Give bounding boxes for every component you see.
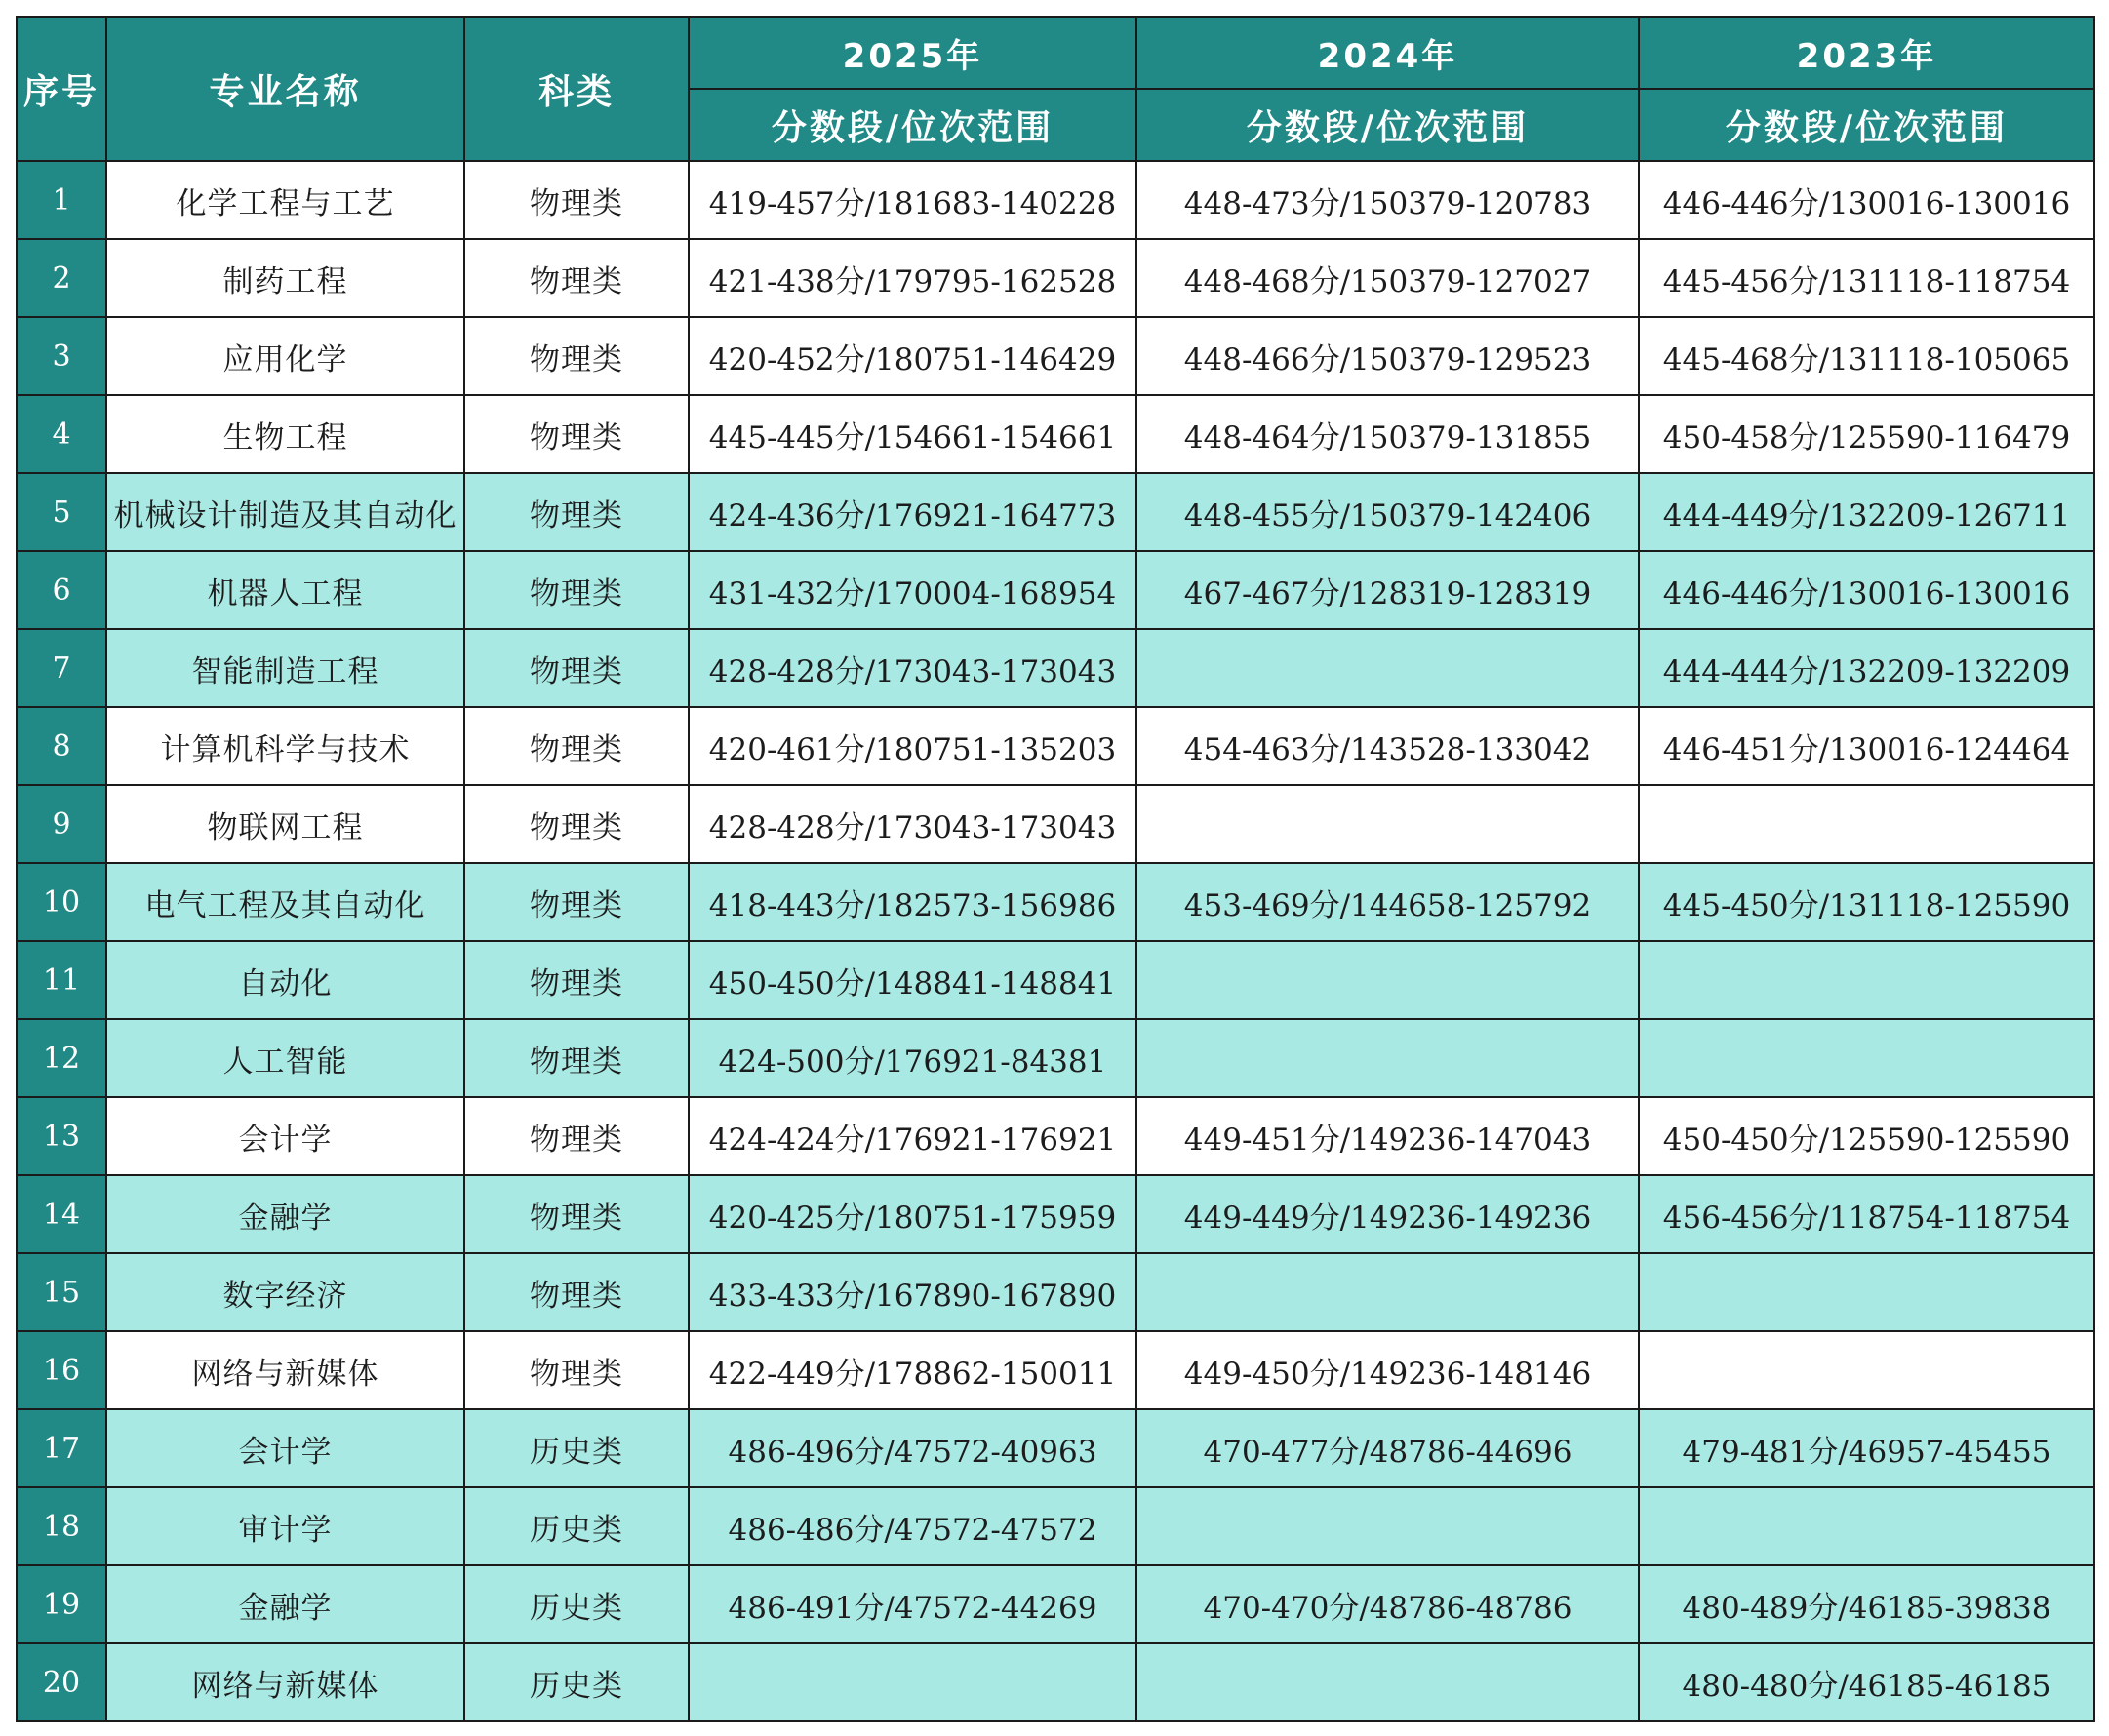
category-cell: 物理类 [464, 1175, 689, 1253]
row-index: 14 [17, 1175, 106, 1253]
row-index: 11 [17, 941, 106, 1019]
category-cell: 历史类 [464, 1565, 689, 1643]
major-name-cell: 自动化 [106, 941, 464, 1019]
range-2025-cell: 486-491分/47572-44269 [689, 1565, 1136, 1643]
row-index: 19 [17, 1565, 106, 1643]
range-2025-cell: 450-450分/148841-148841 [689, 941, 1136, 1019]
category-cell: 物理类 [464, 1019, 689, 1097]
major-name-cell: 数字经济 [106, 1253, 464, 1331]
category-cell: 物理类 [464, 1331, 689, 1409]
range-2025-cell: 424-436分/176921-164773 [689, 473, 1136, 551]
table-row [17, 785, 2094, 863]
major-name-cell: 化学工程与工艺 [106, 161, 464, 239]
major-name-cell: 金融学 [106, 1565, 464, 1643]
major-name-cell: 金融学 [106, 1175, 464, 1253]
range-2023-cell: 479-481分/46957-45455 [1639, 1409, 2094, 1487]
category-cell: 物理类 [464, 629, 689, 707]
range-2023-cell [1639, 1487, 2094, 1565]
major-name-cell: 会计学 [106, 1409, 464, 1487]
major-name-cell: 人工智能 [106, 1019, 464, 1097]
range-2023-cell: 445-450分/131118-125590 [1639, 863, 2094, 941]
range-2025-cell: 433-433分/167890-167890 [689, 1253, 1136, 1331]
range-2023-cell: 480-489分/46185-39838 [1639, 1565, 2094, 1643]
table-row [17, 629, 2094, 707]
major-name-cell: 计算机科学与技术 [106, 707, 464, 785]
table-row [17, 239, 2094, 317]
table-row [17, 1253, 2094, 1331]
major-name-cell: 机械设计制造及其自动化 [106, 473, 464, 551]
range-2025-cell: 424-424分/176921-176921 [689, 1097, 1136, 1175]
range-2024-cell [1136, 1487, 1639, 1565]
table-header [17, 17, 2094, 161]
range-2025-cell: 420-425分/180751-175959 [689, 1175, 1136, 1253]
major-name-cell: 智能制造工程 [106, 629, 464, 707]
range-2023-cell: 444-449分/132209-126711 [1639, 473, 2094, 551]
header-year-2024: 2024年 [1136, 17, 1639, 89]
major-name-cell: 会计学 [106, 1097, 464, 1175]
major-name-cell: 网络与新媒体 [106, 1331, 464, 1409]
range-2024-cell: 448-466分/150379-129523 [1136, 317, 1639, 395]
table-row [17, 395, 2094, 473]
row-index: 4 [17, 395, 106, 473]
range-2025-cell: 420-452分/180751-146429 [689, 317, 1136, 395]
category-cell: 物理类 [464, 941, 689, 1019]
row-index: 2 [17, 239, 106, 317]
range-2025-cell: 445-445分/154661-154661 [689, 395, 1136, 473]
category-cell: 物理类 [464, 317, 689, 395]
range-2023-cell [1639, 1019, 2094, 1097]
category-cell: 物理类 [464, 239, 689, 317]
major-name-cell: 应用化学 [106, 317, 464, 395]
range-2025-cell: 421-438分/179795-162528 [689, 239, 1136, 317]
table-row [17, 1643, 2094, 1721]
range-2024-cell: 449-451分/149236-147043 [1136, 1097, 1639, 1175]
table-row [17, 863, 2094, 941]
header-year-2023: 2023年 [1639, 17, 2094, 89]
range-2023-cell: 446-451分/130016-124464 [1639, 707, 2094, 785]
range-2023-cell [1639, 1331, 2094, 1409]
table-row [17, 941, 2094, 1019]
category-cell: 历史类 [464, 1643, 689, 1721]
range-2024-cell: 470-477分/48786-44696 [1136, 1409, 1639, 1487]
range-2024-cell [1136, 1253, 1639, 1331]
header-range-2025: 分数段/位次范围 [689, 89, 1136, 161]
major-name-cell: 生物工程 [106, 395, 464, 473]
range-2025-cell: 424-500分/176921-84381 [689, 1019, 1136, 1097]
range-2023-cell: 445-468分/131118-105065 [1639, 317, 2094, 395]
range-2023-cell: 450-458分/125590-116479 [1639, 395, 2094, 473]
category-cell: 物理类 [464, 707, 689, 785]
range-2024-cell: 454-463分/143528-133042 [1136, 707, 1639, 785]
category-cell: 物理类 [464, 395, 689, 473]
range-2023-cell: 446-446分/130016-130016 [1639, 551, 2094, 629]
range-2024-cell [1136, 629, 1639, 707]
table-row [17, 1175, 2094, 1253]
table-row [17, 317, 2094, 395]
range-2025-cell: 419-457分/181683-140228 [689, 161, 1136, 239]
header-index: 序号 [17, 17, 106, 161]
table-row [17, 551, 2094, 629]
range-2024-cell: 448-464分/150379-131855 [1136, 395, 1639, 473]
range-2023-cell: 456-456分/118754-118754 [1639, 1175, 2094, 1253]
row-index: 9 [17, 785, 106, 863]
range-2024-cell: 448-468分/150379-127027 [1136, 239, 1639, 317]
range-2025-cell: 486-496分/47572-40963 [689, 1409, 1136, 1487]
row-index: 18 [17, 1487, 106, 1565]
score-table-container [16, 16, 2093, 1722]
major-name-cell: 电气工程及其自动化 [106, 863, 464, 941]
range-2023-cell: 450-450分/125590-125590 [1639, 1097, 2094, 1175]
row-index: 10 [17, 863, 106, 941]
range-2025-cell: 428-428分/173043-173043 [689, 785, 1136, 863]
row-index: 20 [17, 1643, 106, 1721]
range-2025-cell: 422-449分/178862-150011 [689, 1331, 1136, 1409]
range-2023-cell [1639, 941, 2094, 1019]
range-2024-cell [1136, 941, 1639, 1019]
row-index: 3 [17, 317, 106, 395]
category-cell: 物理类 [464, 785, 689, 863]
range-2024-cell: 453-469分/144658-125792 [1136, 863, 1639, 941]
range-2025-cell: 431-432分/170004-168954 [689, 551, 1136, 629]
range-2025-cell [689, 1643, 1136, 1721]
category-cell: 物理类 [464, 161, 689, 239]
range-2023-cell [1639, 785, 2094, 863]
table-row [17, 707, 2094, 785]
table-row [17, 161, 2094, 239]
range-2025-cell: 428-428分/173043-173043 [689, 629, 1136, 707]
row-index: 1 [17, 161, 106, 239]
table-row [17, 1097, 2094, 1175]
row-index: 6 [17, 551, 106, 629]
score-table [16, 16, 2095, 1722]
range-2024-cell: 470-470分/48786-48786 [1136, 1565, 1639, 1643]
category-cell: 物理类 [464, 1097, 689, 1175]
category-cell: 物理类 [464, 1253, 689, 1331]
row-index: 15 [17, 1253, 106, 1331]
range-2024-cell [1136, 1643, 1639, 1721]
major-name-cell: 网络与新媒体 [106, 1643, 464, 1721]
header-row-top [17, 17, 2094, 89]
range-2024-cell: 448-473分/150379-120783 [1136, 161, 1639, 239]
table-row [17, 473, 2094, 551]
row-index: 12 [17, 1019, 106, 1097]
range-2023-cell [1639, 1253, 2094, 1331]
range-2024-cell [1136, 785, 1639, 863]
range-2024-cell [1136, 1019, 1639, 1097]
range-2024-cell: 449-450分/149236-148146 [1136, 1331, 1639, 1409]
table-row [17, 1565, 2094, 1643]
range-2025-cell: 418-443分/182573-156986 [689, 863, 1136, 941]
range-2023-cell: 446-446分/130016-130016 [1639, 161, 2094, 239]
major-name-cell: 物联网工程 [106, 785, 464, 863]
row-index: 5 [17, 473, 106, 551]
row-index: 16 [17, 1331, 106, 1409]
category-cell: 历史类 [464, 1409, 689, 1487]
header-range-2023: 分数段/位次范围 [1639, 89, 2094, 161]
header-range-2024: 分数段/位次范围 [1136, 89, 1639, 161]
category-cell: 物理类 [464, 551, 689, 629]
row-index: 8 [17, 707, 106, 785]
table-row [17, 1019, 2094, 1097]
table-row [17, 1409, 2094, 1487]
header-major-name: 专业名称 [106, 17, 464, 161]
category-cell: 历史类 [464, 1487, 689, 1565]
range-2024-cell: 449-449分/149236-149236 [1136, 1175, 1639, 1253]
category-cell: 物理类 [464, 863, 689, 941]
range-2025-cell: 420-461分/180751-135203 [689, 707, 1136, 785]
row-index: 17 [17, 1409, 106, 1487]
major-name-cell: 制药工程 [106, 239, 464, 317]
major-name-cell: 审计学 [106, 1487, 464, 1565]
major-name-cell: 机器人工程 [106, 551, 464, 629]
range-2025-cell: 486-486分/47572-47572 [689, 1487, 1136, 1565]
range-2024-cell: 448-455分/150379-142406 [1136, 473, 1639, 551]
range-2023-cell: 444-444分/132209-132209 [1639, 629, 2094, 707]
range-2023-cell: 480-480分/46185-46185 [1639, 1643, 2094, 1721]
range-2023-cell: 445-456分/131118-118754 [1639, 239, 2094, 317]
table-body [17, 161, 2094, 1721]
header-year-2025: 2025年 [689, 17, 1136, 89]
header-category: 科类 [464, 17, 689, 161]
table-row [17, 1487, 2094, 1565]
table-row [17, 1331, 2094, 1409]
row-index: 13 [17, 1097, 106, 1175]
range-2024-cell: 467-467分/128319-128319 [1136, 551, 1639, 629]
row-index: 7 [17, 629, 106, 707]
category-cell: 物理类 [464, 473, 689, 551]
